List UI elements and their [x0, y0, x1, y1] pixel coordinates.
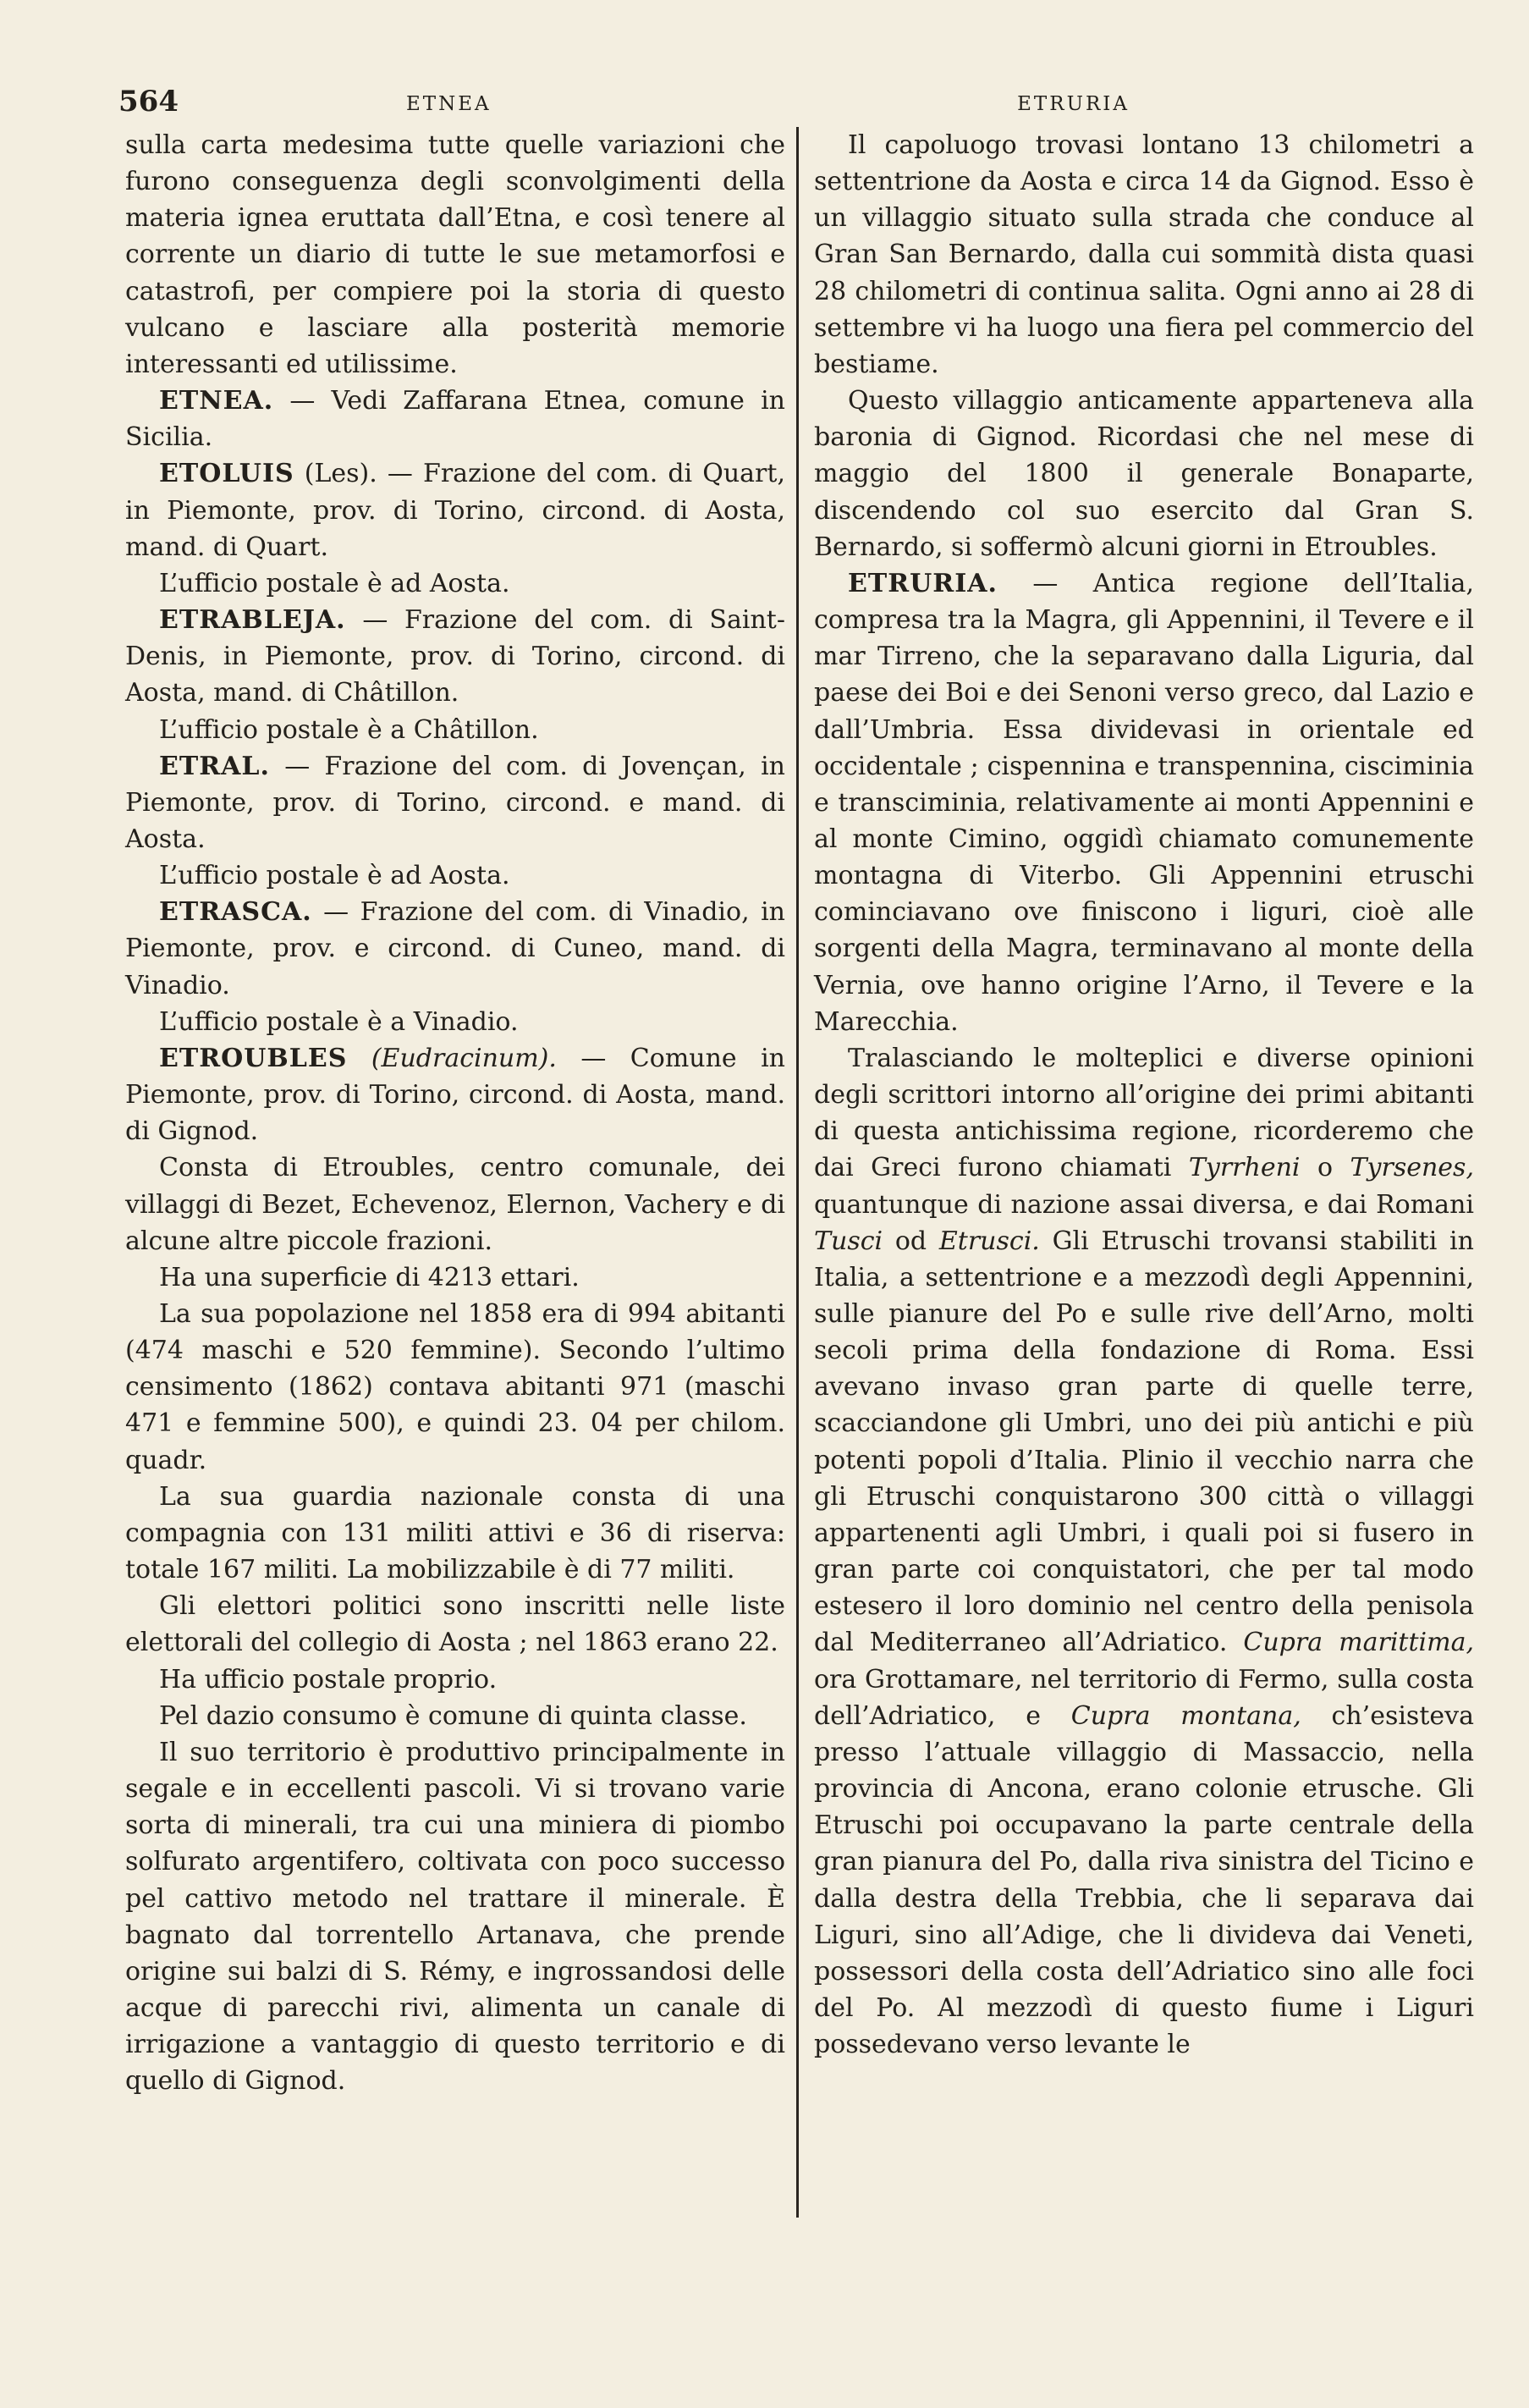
headword-etrableja: ETRABLEJA.: [159, 605, 346, 636]
paragraph-elettori: Gli elettori politici sono inscritti nelle liste elettorali del collegio di Aosta ; nel 1863 erano 22.: [125, 1591, 785, 1658]
origini-text-d: ora Grottamare, nel territorio di Fermo, sulla costa dell’Adriatico, e: [814, 1664, 1474, 1731]
term-cupra-marittima: Cupra marittima,: [1243, 1628, 1474, 1658]
entry-etrableja-text: — Frazione del com. di Saint-Denis, in Piemonte, prov. di Torino, circond. di Aosta, mand. di Châtillon.: [125, 605, 785, 708]
page-number: 564: [118, 85, 179, 118]
paragraph-ufficio: Ha ufficio postale proprio.: [159, 1664, 498, 1694]
entry-etrasca-post: L’ufficio postale è a Vinadio.: [159, 1006, 519, 1037]
headword-etoluis: ETOLUIS: [159, 459, 294, 489]
entry-etral-text: — Frazione del com. di Jovençan, in Piemonte, prov. di Torino, circond. e mand. di Aosta.: [125, 751, 785, 854]
left-running-head: ETNEA: [406, 93, 492, 115]
headword-etral: ETRAL.: [159, 751, 270, 781]
origini-text-b: quantunque di nazione assai diversa, e dai Romani: [814, 1189, 1474, 1220]
entry-etroubles: [125, 1040, 785, 1149]
term-etrusci: Etrusci.: [938, 1226, 1040, 1256]
term-tyrsenes: Tyrsenes,: [1350, 1153, 1474, 1183]
etna-continuation-paragraph: sulla carta medesima tutte quelle variazioni che furono conseguenza degli sconvolgimenti della materia ignea eruttata dall’Etna, e così tenere al corrente un diario di tutte le sue metamorfosi e catastrofi, per compiere poi la storia di questo vulcano e lasciare alla posterità memorie interessanti ed utilissime.: [125, 130, 785, 379]
headword-etruria: ETRURIA.: [848, 568, 998, 598]
headword-etnea: ETNEA.: [159, 386, 274, 416]
page-header: [118, 85, 1443, 118]
term-tusci: Tusci: [814, 1226, 883, 1256]
origini-text-c: Gli Etruschi trovansi stabiliti in Italia, a settentrione e a mezzodì degli Appennini, sulle pianure del Po e sulle rive dell’Arno, molti secoli prima della fondazione di Roma. Essi avevano invaso gran parte di quelle terre, scacciandone gli Umbri, uno dei più antichi e più potenti popoli d’Italia. Plinio il vecchio narra che gli Etruschi conquistarono 300 città o villaggi appartenenti agli Umbri, i quali poi si fusero in gran parte coi conquistatori, che per tal modo estesero il loro dominio nel centro della penisola dal Mediterraneo all’Adriatico.: [814, 1226, 1474, 1658]
paragraph-consta: Consta di Etroubles, centro comunale, dei villaggi di Bezet, Echevenoz, Elernon, Vachery e di alcune altre piccole frazioni.: [125, 1153, 785, 1256]
entry-etrableja-post: L’ufficio postale è a Châtillon.: [159, 714, 539, 745]
paragraph-guardia: La sua guardia nazionale consta di una compagnia con 131 militi attivi e 36 di riserva: totale 167 militi. La mobilizzabile è di 77 militi.: [125, 1481, 785, 1585]
origini-text-o: o: [1317, 1153, 1334, 1183]
origini-text-a: Tralasciando le molteplici e diverse opinioni degli scrittori intorno all’origine dei primi abitanti di questa antichissima regione, ricorderemo che dai Greci furono chiamati: [814, 1043, 1474, 1183]
left-column: [125, 127, 785, 2099]
right-column: [814, 127, 1474, 2063]
paragraph-origini: [814, 1040, 1474, 2063]
entry-etnea: [125, 383, 785, 455]
headword-etrasca: ETRASCA.: [159, 897, 312, 928]
entry-etroubles-text: — Comune in Piemonte, prov. di Torino, circond. di Aosta, mand. di Gignod.: [125, 1043, 785, 1147]
entry-etoluis-post: L’ufficio postale è ad Aosta.: [159, 568, 510, 598]
entry-etral: [125, 748, 785, 857]
paragraph-baronia: Questo villaggio anticamente apparteneva alla baronia di Gignod. Ricordasi che nel mese di maggio del 1800 il generale Bonaparte, discendendo col suo esercito dal Gran S. Bernardo, si soffermò alcuni giorni in Etroubles.: [814, 386, 1474, 562]
paragraph-territorio: Il suo territorio è produttivo principalmente in segale e in eccellenti pascoli. Vi si trovano varie sorta di minerali, tra cui una miniera di piombo solfurato argentifero, coltivata con poco successo pel cattivo metodo nel trattare il minerale. È bagnato dal torrentello Artanava, che prende origine sui balzi di S. Rémy, e ingrossandosi delle acque di parecchi rivi, alimenta un canale di irrigazione a vantaggio di questo territorio e di quello di Gignod.: [125, 1737, 785, 2097]
term-cupra-montana: Cupra montana,: [1070, 1700, 1301, 1731]
term-tyrrheni: Tyrrheni: [1188, 1153, 1301, 1183]
column-divider: [796, 127, 799, 2218]
paragraph-capoluogo: Il capoluogo trovasi lontano 13 chilometri a settentrione da Aosta e circa 14 da Gignod. Esso è un villaggio situato sulla strada che conduce al Gran San Bernardo, dalla cui sommità dista quasi 28 chilometri di continua salita. Ogni anno ai 28 di settembre vi ha luogo una fiera pel commercio del bestiame.: [814, 130, 1474, 379]
headword-etroubles: ETROUBLES: [159, 1043, 348, 1073]
entry-etroubles-latin: (Eudracinum).: [371, 1043, 557, 1073]
entry-etoluis-paren: (Les).: [304, 459, 377, 489]
paragraph-popolazione: La sua popolazione nel 1858 era di 994 abitanti (474 maschi e 520 femmine). Secondo l’ultimo censimento (1862) contava abitanti 971 (maschi 471 e femmine 500), e quindi 23. 04 per chilom. quadr.: [125, 1299, 785, 1475]
entry-etrasca: [125, 894, 785, 1003]
paragraph-dazio: Pel dazio consumo è comune di quinta classe.: [159, 1700, 747, 1731]
paragraph-superficie: Ha una superficie di 4213 ettari.: [159, 1262, 580, 1292]
entry-etoluis: [125, 455, 785, 565]
entry-etrableja: [125, 602, 785, 711]
entry-etral-post: L’ufficio postale è ad Aosta.: [159, 861, 510, 891]
entry-etnea-text: — Vedi Zaffarana Etnea, comune in Sicilia.: [125, 386, 785, 453]
origini-text-od: od: [894, 1226, 927, 1256]
entry-etruria: [814, 565, 1474, 1040]
origini-text-e: ch’esisteva presso l’attuale villaggio di Massaccio, nella provincia di Ancona, erano colonie etrusche. Gli Etruschi poi occupavano la parte centrale della gran pianura del Po, dalla riva sinistra del Ticino e dalla destra della Trebbia, che li separava dai Liguri, sino all’Adige, che li divideva dai Veneti, possessori della costa dell’Adriatico sino alle foci del Po. Al mezzodì di questo fiume i Liguri possedevano verso levante le: [814, 1700, 1474, 2060]
entry-etoluis-text: — Frazione del com. di Quart, in Piemonte, prov. di Torino, circond. di Aosta, mand. di Quart.: [125, 459, 785, 562]
right-running-head: ETRURIA: [1017, 93, 1130, 115]
entry-etrasca-text: — Frazione del com. di Vinadio, in Piemonte, prov. e circond. di Cuneo, mand. di Vinadio.: [125, 897, 786, 1000]
entry-etruria-text: — Antica regione dell’Italia, compresa tra la Magra, gli Appennini, il Tevere e il mar Tirreno, che la separavano dalla Liguria, dal paese dei Boi e dei Senoni verso greco, dal Lazio e dall’Umbria. Essa dividevasi in orientale ed occidentale ; cispennina e transpennina, cisciminia e transciminia, relativamente ai monti Appennini e al monte Cimino, oggidì chiamato comunemente montagna di Viterbo. Gli Appennini etruschi cominciavano ove finiscono i liguri, cioè alle sorgenti della Magra, terminavano al monte della Vernia, ove hanno origine l’Arno, il Tevere e la Marecchia.: [814, 568, 1474, 1037]
